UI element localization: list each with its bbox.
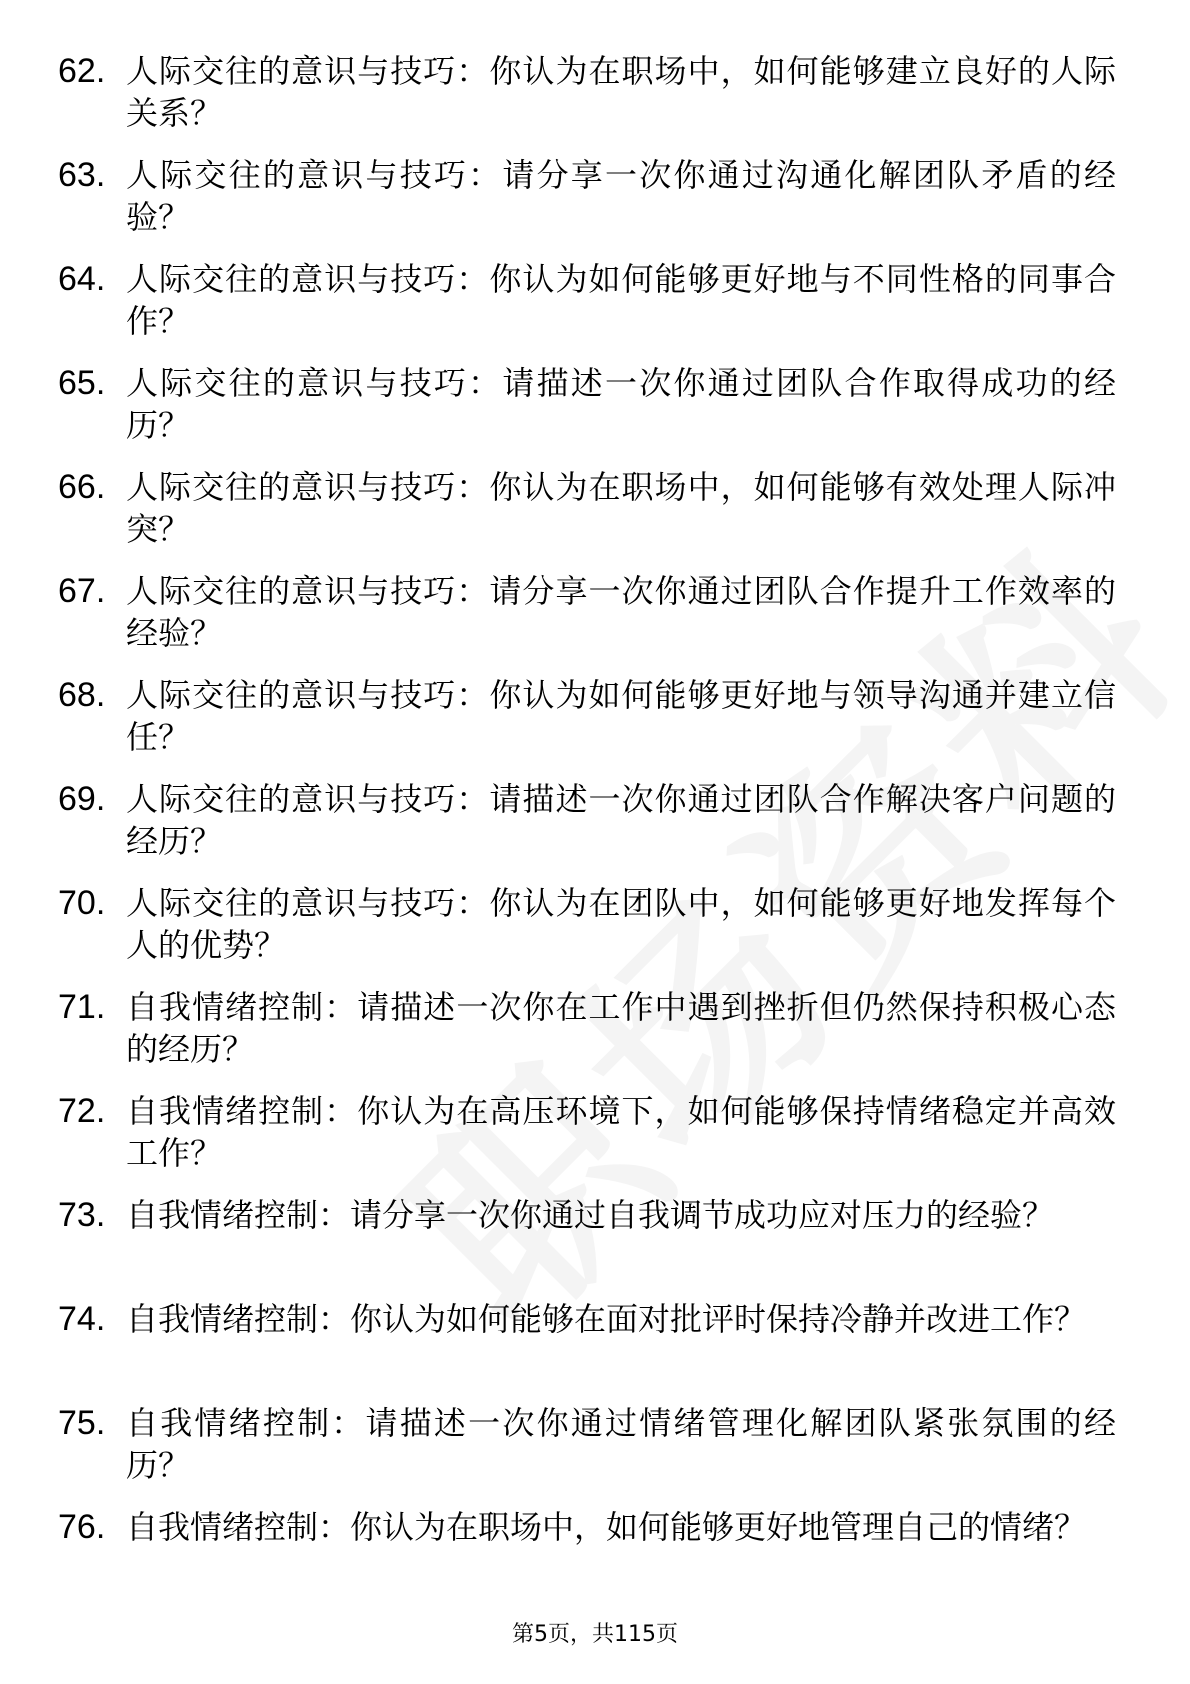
question-item (0, 570, 1190, 674)
question-text: 人际交往的意识与技巧：请描述一次你通过团队合作解决客户问题的经历？ (126, 780, 1116, 860)
question-item (0, 986, 1190, 1090)
question-item (0, 778, 1190, 882)
question-item (0, 362, 1190, 466)
question-number: 63. (58, 156, 106, 194)
question-number: 69. (58, 780, 106, 818)
question-number: 64. (58, 260, 106, 298)
question-item (0, 1402, 1190, 1506)
question-number: 72. (58, 1092, 106, 1130)
question-number: 76. (58, 1508, 106, 1546)
question-text: 自我情绪控制：请描述一次你通过情绪管理化解团队紧张氛围的经历？ (126, 1404, 1116, 1484)
question-text: 人际交往的意识与技巧：你认为如何能够更好地与不同性格的同事合作？ (126, 260, 1116, 340)
question-list (0, 50, 1190, 1610)
question-item (0, 1298, 1190, 1402)
question-number: 65. (58, 364, 106, 402)
question-item (0, 1506, 1190, 1610)
question-text: 自我情绪控制：请描述一次你在工作中遇到挫折但仍然保持积极心态的经历？ (126, 988, 1116, 1068)
question-text: 自我情绪控制：你认为如何能够在面对批评时保持冷静并改进工作？ (126, 1300, 1087, 1338)
question-number: 74. (58, 1300, 106, 1338)
question-item (0, 882, 1190, 986)
question-text: 自我情绪控制：请分享一次你通过自我调节成功应对压力的经验？ (126, 1196, 1055, 1234)
question-number: 68. (58, 676, 106, 714)
question-number: 70. (58, 884, 106, 922)
question-number: 67. (58, 572, 106, 610)
question-text: 人际交往的意识与技巧：你认为如何能够更好地与领导沟通并建立信任？ (126, 676, 1116, 756)
question-text: 人际交往的意识与技巧：请分享一次你通过团队合作提升工作效率的经验？ (126, 572, 1116, 652)
question-text: 自我情绪控制：你认为在高压环境下，如何能够保持情绪稳定并高效工作？ (126, 1092, 1116, 1172)
question-item (0, 1090, 1190, 1194)
question-item (0, 154, 1190, 258)
question-number: 71. (58, 988, 106, 1026)
question-text: 人际交往的意识与技巧：你认为在团队中，如何能够更好地发挥每个人的优势？ (126, 884, 1116, 964)
question-item (0, 50, 1190, 154)
question-text: 人际交往的意识与技巧：请分享一次你通过沟通化解团队矛盾的经验？ (126, 156, 1116, 236)
question-number: 75. (58, 1404, 106, 1442)
question-text: 人际交往的意识与技巧：你认为在职场中，如何能够有效处理人际冲突？ (126, 468, 1116, 548)
question-item (0, 1194, 1190, 1298)
question-text: 自我情绪控制：你认为在职场中，如何能够更好地管理自己的情绪？ (126, 1508, 1087, 1546)
page-number-footer: 第5页，共115页 (512, 1622, 678, 1647)
question-text: 人际交往的意识与技巧：请描述一次你通过团队合作取得成功的经历？ (126, 364, 1116, 444)
question-text: 人际交往的意识与技巧：你认为在职场中，如何能够建立良好的人际关系？ (126, 52, 1116, 132)
question-number: 66. (58, 468, 106, 506)
question-number: 62. (58, 52, 106, 90)
question-item (0, 258, 1190, 362)
question-item (0, 674, 1190, 778)
question-item (0, 466, 1190, 570)
question-number: 73. (58, 1196, 106, 1234)
